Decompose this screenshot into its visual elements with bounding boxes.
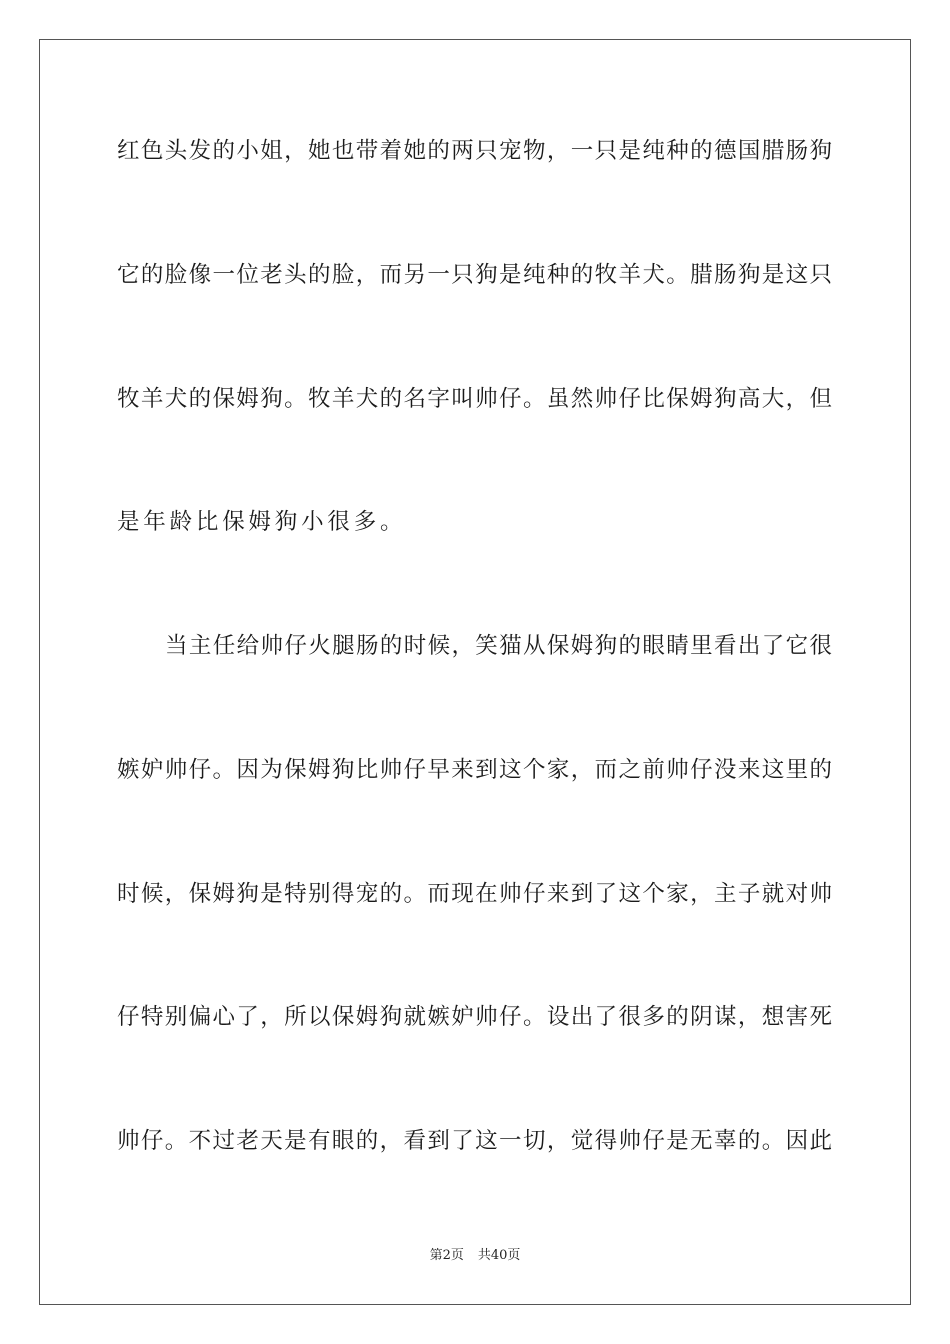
page-frame bbox=[39, 39, 911, 1305]
text-line: 牧羊犬的保姆狗。牧羊犬的名字叫帅仔。虽然帅仔比保姆狗高大，但 bbox=[117, 386, 832, 412]
page-total: 共40页 bbox=[477, 1248, 521, 1263]
text-line: 嫉妒帅仔。因为保姆狗比帅仔早来到这个家，而之前帅仔没来这里的 bbox=[117, 757, 832, 783]
text-line: 是年龄比保姆狗小很多。 bbox=[117, 509, 407, 535]
text-line: 仔特别偏心了，所以保姆狗就嫉妒帅仔。设出了很多的阴谋，想害死 bbox=[117, 1004, 832, 1030]
text-line: 红色头发的小姐，她也带着她的两只宠物，一只是纯种的德国腊肠狗 bbox=[117, 138, 832, 164]
page-number: 第2页 bbox=[429, 1248, 464, 1263]
text-line-paragraph-start: 当主任给帅仔火腿肠的时候，笑猫从保姆狗的眼睛里看出了它很 bbox=[165, 633, 832, 659]
text-line: 帅仔。不过老天是有眼的，看到了这一切，觉得帅仔是无辜的。因此 bbox=[117, 1128, 832, 1154]
page-footer bbox=[0, 1247, 950, 1265]
text-line: 时候，保姆狗是特别得宠的。而现在帅仔来到了这个家，主子就对帅 bbox=[117, 881, 832, 907]
text-line: 它的脸像一位老头的脸，而另一只狗是纯种的牧羊犬。腊肠狗是这只 bbox=[117, 262, 832, 288]
